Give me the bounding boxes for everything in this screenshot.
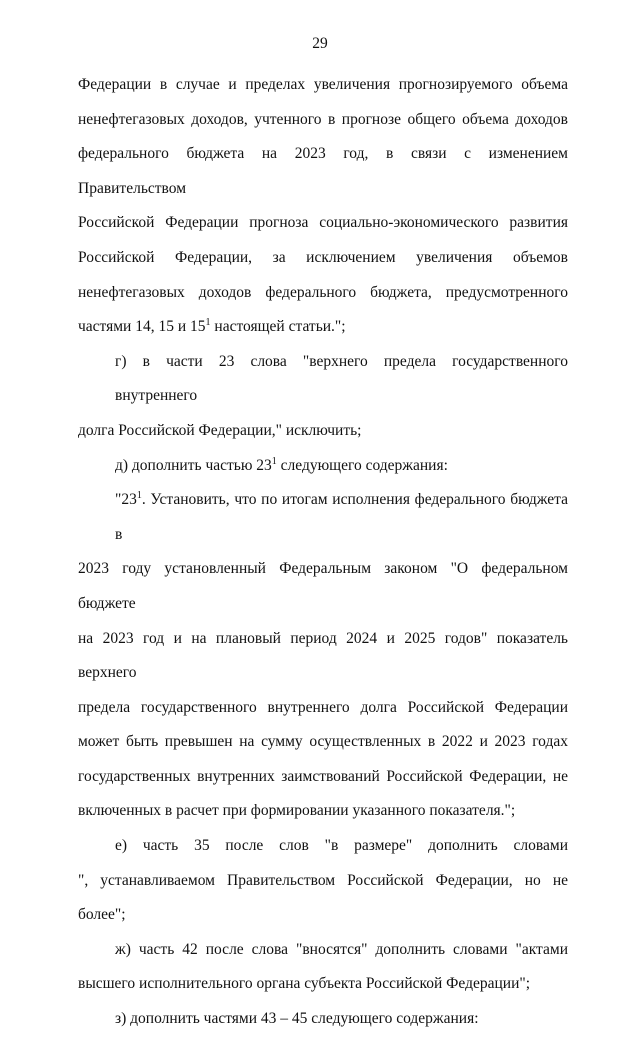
text-line: предела государственного внутреннего долга Российской Федерации	[78, 698, 568, 716]
text-fragment: д) дополнить частью 23	[115, 456, 272, 474]
text-line: включенных в расчет при формировании указанного показателя.";	[78, 802, 516, 820]
paragraph-item-e	[78, 829, 568, 933]
superscript: 1	[136, 490, 142, 502]
text-line: г) в части 23 слова "верхнего предела государственного внутреннего	[115, 352, 568, 405]
text-line: федерального бюджета на 2023 год, в связи с изменением Правительством	[78, 145, 568, 197]
document-body	[78, 68, 568, 1037]
text-line	[78, 483, 568, 552]
paragraph-part-23-1	[78, 483, 568, 829]
text-fragment: настоящей статьи.";	[210, 318, 346, 336]
text-line: Российской Федерации, за исключением увеличения объемов	[78, 248, 568, 266]
text-line: высшего исполнительного органа субъекта Российской Федерации";	[78, 975, 531, 993]
text-line: ненефтегазовых доходов, учтенного в прогнозе общего объема доходов	[78, 110, 568, 128]
text-line	[78, 449, 568, 484]
page-number: 29	[312, 35, 328, 52]
text-line: 2023 году установленный Федеральным законом "О федеральном бюджете	[78, 560, 568, 612]
text-line	[78, 310, 568, 345]
text-fragment: . Установить, что по итогам исполнения федерального бюджета в	[115, 491, 568, 543]
text-line: ненефтегазовых доходов федерального бюджета, предусмотренного	[78, 283, 568, 301]
text-line: государственных внутренних заимствований Российской Федерации, не	[78, 767, 568, 785]
text-line: на 2023 год и на плановый период 2024 и 2025 годов" показатель верхнего	[78, 629, 568, 682]
text-line: долга Российской Федерации," исключить;	[78, 421, 362, 439]
paragraph-item-z	[78, 1002, 568, 1037]
paragraph-item-g	[78, 345, 568, 449]
text-line: Федерации в случае и пределах увеличения прогнозируемого объема	[78, 76, 568, 93]
text-line: е) часть 35 после слов "в размере" дополнить словами	[115, 837, 568, 855]
text-line: з) дополнить частями 43 – 45 следующего содержания:	[115, 1010, 479, 1028]
text-fragment: "23	[115, 491, 137, 509]
text-line: Российской Федерации прогноза социально-экономического развития	[78, 214, 568, 232]
paragraph-item-zh	[78, 933, 568, 1002]
superscript: 1	[205, 317, 211, 329]
text-fragment: частями 14, 15 и 15	[78, 318, 206, 336]
text-fragment: следующего содержания:	[276, 456, 448, 474]
text-line: ", устанавливаемом Правительством Российской Федерации, но не более";	[78, 871, 568, 924]
paragraph-continuation	[78, 68, 568, 345]
text-line: ж) часть 42 после слова "вносятся" дополнить словами "актами	[115, 940, 568, 958]
paragraph-item-d	[78, 449, 568, 484]
text-line: может быть превышен на сумму осуществленных в 2022 и 2023 годах	[78, 733, 568, 751]
superscript: 1	[271, 455, 277, 467]
